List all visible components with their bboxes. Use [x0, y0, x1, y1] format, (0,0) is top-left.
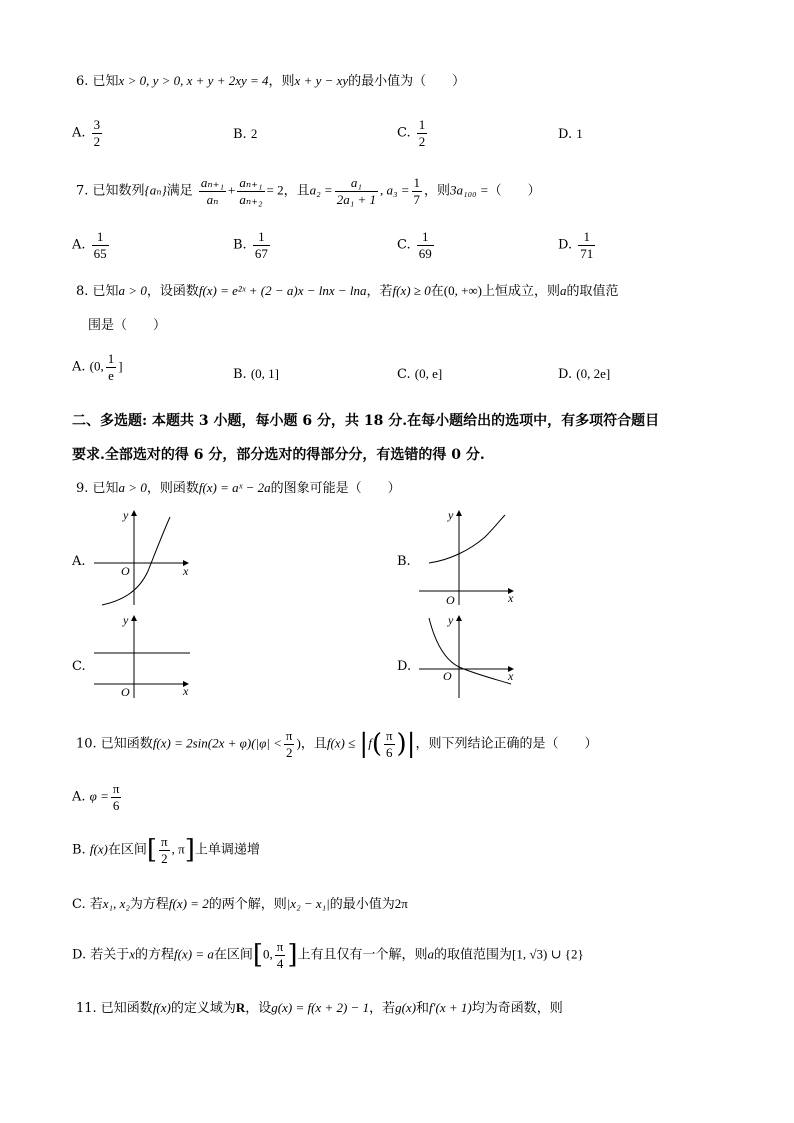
- q6-b-val: 2: [250, 126, 258, 141]
- q10-a-den: 6: [112, 797, 120, 813]
- q6-option-c[interactable]: [397, 118, 429, 148]
- y-label: y: [123, 613, 129, 627]
- q10-ineq-num: π: [385, 728, 393, 743]
- q7-f3-den: 2a₁ + 1: [336, 191, 376, 207]
- q10-b-frac: [159, 835, 170, 865]
- q7-c-num: 1: [417, 230, 434, 246]
- q7-then: ，则: [424, 183, 451, 199]
- q7-prefix: 7. 已知数列: [76, 183, 145, 199]
- q7-a-frac: [92, 230, 109, 260]
- q9-option-d-label[interactable]: D.: [397, 659, 412, 674]
- q10-ineq-frac: [384, 729, 395, 759]
- q8-option-b[interactable]: [233, 367, 279, 381]
- q8-func: f(x) = e²ˣ + (2 − a)x − lnx − lna: [198, 283, 367, 298]
- q7-f3-num: a₁: [335, 176, 378, 192]
- q10-c-abs: |x₂ − x₁|: [286, 896, 330, 911]
- q10-c-text1: 若: [89, 897, 103, 912]
- q10-c-text4: 的最小值为: [329, 897, 395, 912]
- q7-option-d[interactable]: [558, 230, 597, 260]
- q9-option-a-label[interactable]: A.: [72, 554, 86, 569]
- q7-f2-num: aₙ₊₁: [239, 175, 263, 190]
- q10-c-val: 2π: [394, 896, 408, 911]
- q8-a-num: 1: [107, 351, 115, 366]
- q7-a-label: A.: [72, 237, 86, 253]
- q10-option-a[interactable]: [72, 782, 123, 812]
- q11-r: R: [235, 1000, 246, 1015]
- q6-d-label: D.: [558, 127, 573, 142]
- q9-stem: [76, 481, 401, 495]
- q10-a-label: A.: [72, 789, 86, 805]
- q10-cond-frac: [284, 729, 295, 759]
- q7-seq: {aₙ}: [144, 182, 167, 198]
- q7-plus: +: [228, 182, 236, 198]
- q8-c-val: (0, e]: [414, 366, 443, 381]
- curve: [429, 515, 505, 563]
- y-label: y: [123, 508, 129, 522]
- q10-d-text3: 在区间: [213, 947, 253, 963]
- q8-text5: 的取值范: [566, 284, 619, 299]
- q6-mid: ，则: [268, 74, 295, 89]
- q6-c-den: 2: [418, 133, 426, 149]
- q9-graph-c[interactable]: [90, 612, 200, 702]
- q10-option-b[interactable]: B. f(x)在区间[ $\frac{\pi}{2}$ , π]上单调递增: [72, 834, 260, 866]
- q10-d-a: a: [427, 946, 435, 962]
- q10-c-label: C.: [72, 897, 86, 912]
- q10-d-frac: [275, 940, 286, 970]
- q10-b-den: 2: [161, 850, 168, 866]
- q10-ineq-den: 6: [386, 744, 393, 760]
- q7-f4-num: 1: [413, 175, 421, 190]
- q11-text1: 的定义域为: [170, 1001, 236, 1016]
- q10-a-frac: [111, 782, 122, 812]
- x-label: x: [508, 669, 514, 683]
- q11-g2: g(x): [395, 1000, 417, 1015]
- q10-a-num: π: [112, 781, 120, 796]
- q7-option-b[interactable]: [233, 230, 272, 260]
- origin-label: O: [446, 593, 455, 607]
- q8-a-den: e: [108, 367, 114, 383]
- q7-frac1: [199, 176, 226, 206]
- q10-stem: 10. 已知函数f(x) = 2sin(2x + φ)(|φ| < $\frac{\pi}{2}$ )，且f(x) ≤ |f( $\frac{\pi}{6}$ )|，则下列结论正确的是（ ）: [76, 728, 598, 760]
- q9-prefix: 9. 已知: [76, 481, 119, 496]
- q10-b-label: B.: [72, 842, 86, 858]
- q10-b-f: f(x): [89, 841, 108, 857]
- q10-d-x: x: [129, 946, 136, 962]
- q7-d-label: D.: [558, 237, 573, 253]
- q6-a-label: A.: [72, 125, 86, 141]
- q9-graph-d[interactable]: [415, 612, 525, 702]
- section2-line2: 要求.全部选对的得 6 分，部分选对的得部分分，有选错的得 0 分.: [72, 447, 485, 463]
- q7-satisfy: 满足: [166, 183, 193, 199]
- q6-suffix: 的最小值为（ ）: [348, 74, 466, 89]
- q8-option-c[interactable]: [397, 367, 442, 381]
- q10-prefix: 10. 已知函数: [76, 736, 153, 752]
- q6-a-den: 2: [93, 133, 101, 149]
- q6-a-frac: [92, 118, 103, 148]
- q7-option-a[interactable]: [72, 230, 111, 260]
- q9-option-c-label[interactable]: C.: [72, 659, 86, 674]
- q8-cond: a > 0: [118, 283, 147, 298]
- q8-b-label: B.: [233, 367, 247, 382]
- q8-text3: 在: [430, 284, 444, 299]
- q7-d-num: 1: [578, 230, 595, 246]
- q8-a-frac: [106, 352, 117, 382]
- q10-ineq-pre: f(x) ≤: [326, 735, 356, 751]
- q10-a-pre: φ =: [89, 788, 109, 804]
- q8-line2: 围是（ ）: [88, 318, 167, 333]
- q7-c-label: C.: [397, 237, 411, 253]
- x-label: x: [183, 564, 189, 578]
- q8-interval: (0, +∞): [443, 283, 482, 298]
- q10-c-text2: 为方程: [129, 897, 169, 912]
- q8-a-label: A.: [72, 359, 86, 375]
- q10-d-text4: 上有且仅有一个解，则: [297, 947, 428, 963]
- q8-c-label: C.: [397, 367, 411, 382]
- q7-a-num: 1: [92, 230, 109, 246]
- q11-text5: 均为奇函数，则: [471, 1001, 563, 1016]
- q7-b-den: 67: [254, 245, 268, 261]
- q6-prefix: 6. 已知: [76, 74, 119, 89]
- q9-graph-b[interactable]: [415, 505, 525, 610]
- q11-text4: 和: [416, 1001, 430, 1016]
- q10-d-eq: f(x) = a: [174, 946, 214, 962]
- y-label: y: [448, 613, 454, 627]
- q6-condition: x > 0, y > 0, x + y + 2xy = 4: [118, 73, 269, 88]
- q9-graph-a[interactable]: [90, 505, 200, 610]
- q10-b-text1: 在区间: [107, 842, 147, 858]
- q8-text4: 上恒成立，则: [482, 284, 561, 299]
- q8-option-a[interactable]: [72, 352, 123, 382]
- q10-d-label: D.: [72, 947, 87, 963]
- q7-a-den: 65: [93, 245, 107, 261]
- q11-f: f(x): [152, 1000, 171, 1015]
- q8-d-label: D.: [558, 367, 573, 382]
- q11-prefix: 11. 已知函数: [76, 1001, 153, 1016]
- q6-b-label: B.: [233, 127, 247, 142]
- q10-cond-den: 2: [285, 744, 293, 760]
- q7-c-frac: [417, 230, 434, 260]
- q10-suffix: ，则下列结论正确的是（ ）: [415, 736, 598, 752]
- q10-b-post: , π: [171, 841, 185, 857]
- x-label: x: [183, 684, 189, 698]
- q10-b-text2: 上单调递增: [194, 842, 260, 858]
- q6-a-num: 3: [93, 117, 101, 132]
- origin-label: O: [121, 685, 130, 699]
- q10-d-den: 4: [276, 955, 284, 971]
- q6-c-num: 1: [418, 117, 426, 132]
- q10-d-num: π: [276, 939, 284, 954]
- q11-fp: f′(x + 1): [429, 1000, 472, 1015]
- q7-eq2: = 2: [266, 182, 284, 198]
- q6-option-d[interactable]: [558, 127, 583, 141]
- y-label: y: [448, 508, 454, 522]
- q7-b-label: B.: [233, 237, 247, 253]
- q6-option-b[interactable]: [233, 127, 257, 141]
- q7-frac4: [412, 176, 423, 206]
- q10-d-pre: 0,: [263, 946, 273, 962]
- q11-g: g(x) = f(x + 2) − 1: [271, 1000, 370, 1015]
- q9-func: f(x) = aˣ − 2a: [198, 480, 271, 495]
- q9-suffix: 的图象可能是（ ）: [270, 481, 401, 496]
- curve: [429, 618, 511, 684]
- q10-c-text3: 的两个解，则: [208, 897, 287, 912]
- q10-d-text5: 的取值范围为: [434, 947, 513, 963]
- section2-line1: 二、多选题: 本题共 3 小题，每小题 6 分，共 18 分.在每小题给出的选项中，有多项符合题目: [72, 413, 660, 429]
- q8-prefix: 8. 已知: [76, 284, 119, 299]
- q7-f4-den: 7: [413, 191, 421, 207]
- q10-c-vars: x₁, x₂: [102, 896, 130, 911]
- q8-stem-line1: [76, 284, 619, 298]
- q8-b-val: (0, 1]: [250, 366, 279, 381]
- q10-b-num: π: [161, 834, 168, 849]
- q8-a-post: ]: [118, 358, 123, 374]
- q7-d-den: 71: [580, 245, 594, 261]
- q9-text1: ，则函数: [146, 481, 199, 496]
- q8-d-val: (0, 2e]: [576, 366, 611, 381]
- q10-and: ，且: [300, 736, 327, 752]
- q7-a2: a₂ =: [309, 182, 333, 198]
- q8-text2: ，若: [366, 284, 393, 299]
- q10-d-text1: 若关于: [90, 947, 130, 963]
- q10-cond-pre: (|φ| <: [251, 735, 282, 751]
- q7-b-frac: [253, 230, 270, 260]
- q10-d-range: [1, √3) ∪ {2}: [512, 946, 584, 962]
- x-label: x: [508, 591, 514, 605]
- q8-ineq: f(x) ≥ 0: [392, 283, 431, 298]
- q6-c-frac: [417, 118, 428, 148]
- curve: [102, 517, 170, 605]
- q10-c-eq: f(x) = 2: [168, 896, 209, 911]
- q8-text1: ，设函数: [146, 284, 199, 299]
- q10-cond-num: π: [285, 728, 293, 743]
- q11-text3: ，若: [369, 1001, 396, 1016]
- q10-option-c[interactable]: [72, 897, 408, 911]
- q6-expr: x + y − xy: [294, 73, 349, 88]
- q9-cond: a > 0: [118, 480, 147, 495]
- q10-ineq-f: f: [368, 735, 372, 751]
- q7-and: ，且: [283, 183, 310, 199]
- q7-d-frac: [578, 230, 595, 260]
- q7-f2-den: aₙ₊₂: [239, 191, 263, 207]
- q10-func: f(x) = 2sin(2x + φ): [152, 735, 252, 751]
- q7-f1-den: aₙ: [206, 191, 219, 207]
- q10-option-d[interactable]: D. 若关于x的方程f(x) = a在区间[0, $\frac{\pi}{4}$ ]上有且仅有一个解，则a的取值范围为[1, √3) ∪ {2}: [72, 939, 584, 971]
- q11-stem: [76, 1001, 563, 1015]
- q8-option-d[interactable]: [558, 367, 610, 381]
- q10-cond-post: ): [296, 735, 301, 751]
- q7-b-num: 1: [253, 230, 270, 246]
- q8-a-pre: (0,: [89, 358, 104, 374]
- q9-option-b-label[interactable]: B.: [397, 554, 411, 569]
- q7-frac2: [237, 176, 264, 206]
- q7-c-den: 69: [418, 245, 432, 261]
- q7-target: 3a₁₀₀ =: [450, 182, 489, 198]
- origin-label: O: [121, 564, 130, 578]
- q10-d-text2: 的方程: [135, 947, 175, 963]
- q6-option-a[interactable]: [72, 118, 104, 148]
- q7-a3: , a₃ =: [379, 182, 410, 198]
- q7-f1-num: aₙ₊₁: [200, 175, 225, 190]
- origin-label: O: [443, 669, 452, 683]
- q6-d-val: 1: [576, 126, 583, 141]
- q6-stem: [76, 74, 465, 88]
- q7-frac3: [335, 176, 378, 206]
- q8-stem-line2: [88, 319, 166, 332]
- q8-var: a: [560, 283, 567, 298]
- q11-text2: ，设: [245, 1001, 272, 1016]
- q7-option-c[interactable]: [397, 230, 436, 260]
- q6-c-label: C.: [397, 125, 411, 141]
- q7-stem: [76, 176, 541, 206]
- q7-blank: （ ）: [488, 183, 541, 199]
